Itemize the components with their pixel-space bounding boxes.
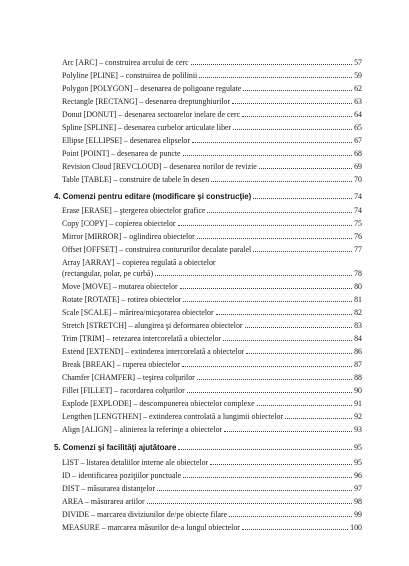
toc-entry — [62, 148, 362, 159]
toc-entry-page: 75 — [354, 219, 362, 228]
toc-entry-label: Ellipse [ELLIPSE] – desenarea elipselor — [62, 136, 190, 145]
leader-dots — [232, 103, 352, 104]
leader-dots — [243, 90, 352, 91]
toc-entry — [62, 218, 362, 229]
toc-entry — [62, 57, 362, 68]
toc-entry-label: Table [TABLE] – construire de tabele în desen — [62, 175, 210, 184]
toc-entry-label: Stretch [STRETCH] – alungirea şi deformarea obiectelor — [62, 321, 243, 330]
toc-entry-page: 98 — [354, 497, 362, 506]
leader-dots — [192, 142, 352, 143]
toc-entry-page: 63 — [354, 97, 362, 106]
toc-entry — [62, 294, 362, 305]
toc-entry-label: DIVIDE – marcarea diviziunilor de/pe obiecte filare — [62, 510, 228, 519]
toc-entry-label: Mirror [MIRROR] – oglindirea obiectelor — [62, 232, 195, 241]
toc-entry-page: 76 — [354, 232, 362, 241]
toc-entry-label: Donut [DONUT] – desenarea sectoarelor inelare de cerc — [62, 110, 241, 119]
toc-entry-label: Trim [TRIM] – retezarea intercorelată a obiectelor — [62, 334, 222, 343]
toc-entry — [62, 307, 362, 318]
leader-dots — [253, 198, 352, 199]
leader-dots — [147, 503, 353, 504]
toc-entry — [62, 96, 362, 107]
section-heading-5 — [54, 442, 362, 453]
toc-entry-page: 91 — [354, 399, 362, 408]
toc-entry-label: Align [ALIGN] – alinierea la referinţe a obiectelor — [62, 425, 223, 434]
toc-entry-label: Break [BREAK] – ruperea obiectelor — [62, 360, 180, 369]
toc-entry — [62, 231, 362, 242]
toc-entry-page: 65 — [354, 123, 362, 132]
leader-dots — [197, 379, 352, 380]
toc-entry-page: 57 — [354, 58, 362, 67]
leader-dots — [155, 275, 352, 276]
toc-entry — [62, 70, 362, 81]
toc-entry-label: MEASURE – marcarea măsurilor de-a lungul obiectelor — [62, 523, 240, 532]
toc-entry — [62, 122, 362, 133]
toc-entry — [62, 281, 362, 292]
leader-dots — [229, 516, 352, 517]
leader-dots — [207, 212, 352, 213]
toc-entry — [62, 268, 362, 279]
toc-entry — [62, 372, 362, 383]
toc-entry — [62, 359, 362, 370]
toc-entry-label: Lengthen [LENGTHEN] – extinderea controlată a lungimii obiectelor — [62, 412, 284, 421]
toc-entry-page: 87 — [354, 360, 362, 369]
toc-entry-page: 97 — [354, 484, 362, 493]
toc-entry-page: 67 — [354, 136, 362, 145]
leader-dots — [191, 64, 352, 65]
leader-dots — [257, 405, 353, 406]
toc-entry — [62, 483, 362, 494]
leader-dots — [210, 464, 352, 465]
toc-entry — [62, 320, 362, 331]
toc-entry-page: 59 — [354, 71, 362, 80]
leader-dots — [182, 366, 352, 367]
toc-entry-page: 81 — [354, 295, 362, 304]
toc-entry-label: Chamfer [CHAMFER] – teşirea colţurilor — [62, 373, 195, 382]
toc-entry-label: Rotate [ROTATE] – rotirea obiectelor — [62, 295, 182, 304]
toc-entry-label: Copy [COPY] – copierea obiectelor — [62, 219, 176, 228]
toc-entry-label-line2: (rectangular, polar, pe curbă) — [62, 269, 154, 278]
toc-entry-page: 93 — [354, 425, 362, 434]
toc-entry-page: 78 — [354, 269, 362, 278]
toc-entry-page: 62 — [354, 84, 362, 93]
toc-entry-page: 86 — [354, 347, 362, 356]
toc-entry-label: Scale [SCALE] – mărirea/micşorarea obiectelor — [62, 308, 214, 317]
leader-dots — [183, 301, 352, 302]
leader-dots — [259, 168, 352, 169]
leader-dots — [157, 490, 352, 491]
toc-entry-label: Fillet [FILLET] – racordarea colţurilor — [62, 386, 185, 395]
toc-entry — [62, 205, 362, 216]
toc-entry-label: Polygon [POLYGON] – desenarea de poligoane regulate — [62, 84, 242, 93]
toc-entry-label-line1: Array [ARRAY] – copierea regulată a obiectelor — [62, 258, 216, 267]
toc-entry-label: Polyline [PLINE] – construirea de polilinii — [62, 71, 198, 80]
toc-entry-label: Revision Cloud [REVCLOUD] – desenarea norilor de revizie — [62, 162, 257, 171]
toc-entry-page: 64 — [354, 110, 362, 119]
leader-dots — [285, 418, 352, 419]
section-page: 74 — [354, 192, 362, 201]
toc-entry-page: 84 — [354, 334, 362, 343]
toc-entry-page: 69 — [354, 162, 362, 171]
toc-entry-label: DIST – măsurarea distanţelor — [62, 484, 155, 493]
toc-entry-page: 83 — [354, 321, 362, 330]
leader-dots — [246, 353, 352, 354]
toc-entry — [62, 109, 362, 120]
leader-dots — [253, 251, 352, 252]
toc-entry — [62, 457, 362, 468]
toc-entry-page: 88 — [354, 373, 362, 382]
toc-entry-label: Rectangle [RECTANG] – desenarea dreptunghiurilor — [62, 97, 231, 106]
toc-entry-label: Explode [EXPLODE] – descompunerea obiectelor complexe — [62, 399, 255, 408]
section-title: 5. Comenzi şi facilităţi ajutătoare — [54, 443, 177, 452]
toc-entry — [62, 411, 362, 422]
toc-entry-page: 74 — [354, 206, 362, 215]
toc-entry — [62, 161, 362, 172]
leader-dots — [211, 181, 352, 182]
toc-entry — [62, 385, 362, 396]
toc-entry-label: Spline [SPLINE] – desenarea curbelor articulate liber — [62, 123, 232, 132]
toc-entry-label: Point [POINT] – desenarea de puncte — [62, 149, 181, 158]
section-title: 4. Comenzi pentru editare (modificare şi construcţie) — [54, 192, 252, 201]
toc-entry-page: 96 — [354, 471, 362, 480]
toc-entry-page: 70 — [354, 175, 362, 184]
toc-entry-label: Erase [ERASE] – ştergerea obiectelor grafice — [62, 206, 206, 215]
leader-dots — [224, 431, 352, 432]
toc-entry-label: Move [MOVE] – mutarea obiectelor — [62, 282, 178, 291]
toc-entry-label: Arc [ARC] – construirea arcului de cerc — [62, 58, 189, 67]
toc-entry — [62, 496, 362, 507]
toc-entry — [62, 333, 362, 344]
toc-entry-page: 92 — [354, 412, 362, 421]
toc-entry — [62, 509, 362, 520]
leader-dots — [233, 129, 352, 130]
toc-entry — [62, 398, 362, 409]
toc-entry-page: 68 — [354, 149, 362, 158]
toc-entry-label: ID – identificarea poziţiilor punctuale — [62, 471, 182, 480]
toc-entry-label: LIST – listarea detaliilor interne ale obiectelor — [62, 458, 209, 467]
toc-entry — [62, 244, 362, 255]
toc-entry — [62, 174, 362, 185]
toc-entry-page: 90 — [354, 386, 362, 395]
leader-dots — [178, 449, 352, 450]
toc-entry-page: 80 — [354, 282, 362, 291]
leader-dots — [245, 327, 353, 328]
leader-dots — [187, 392, 352, 393]
leader-dots — [216, 314, 352, 315]
toc-entry — [62, 470, 362, 481]
toc-entry-page: 95 — [354, 458, 362, 467]
leader-dots — [199, 77, 352, 78]
toc-entry — [62, 346, 362, 357]
toc-entry-label: Extend [EXTEND] – extinderea intercorelată a obiectelor — [62, 347, 245, 356]
toc-entry — [62, 522, 362, 533]
leader-dots — [242, 116, 352, 117]
toc-entry-page: 100 — [350, 523, 362, 532]
toc-entry — [62, 135, 362, 146]
leader-dots — [180, 288, 352, 289]
toc-entry-page: 82 — [354, 308, 362, 317]
leader-dots — [197, 238, 352, 239]
leader-dots — [183, 155, 353, 156]
leader-dots — [242, 529, 348, 530]
toc-entry-page: 77 — [354, 245, 362, 254]
section-page: 95 — [354, 443, 362, 452]
toc-entry-page: 99 — [354, 510, 362, 519]
leader-dots — [183, 477, 352, 478]
section-heading-4 — [54, 191, 362, 202]
toc-entry-label: Offset [OFFSET] – construirea contururilor decalate paralel — [62, 245, 252, 254]
leader-dots — [223, 340, 352, 341]
toc-entry — [62, 83, 362, 94]
toc-entry-label: AREA – măsurarea ariilor — [62, 497, 145, 506]
leader-dots — [178, 225, 353, 226]
toc-entry — [62, 424, 362, 435]
